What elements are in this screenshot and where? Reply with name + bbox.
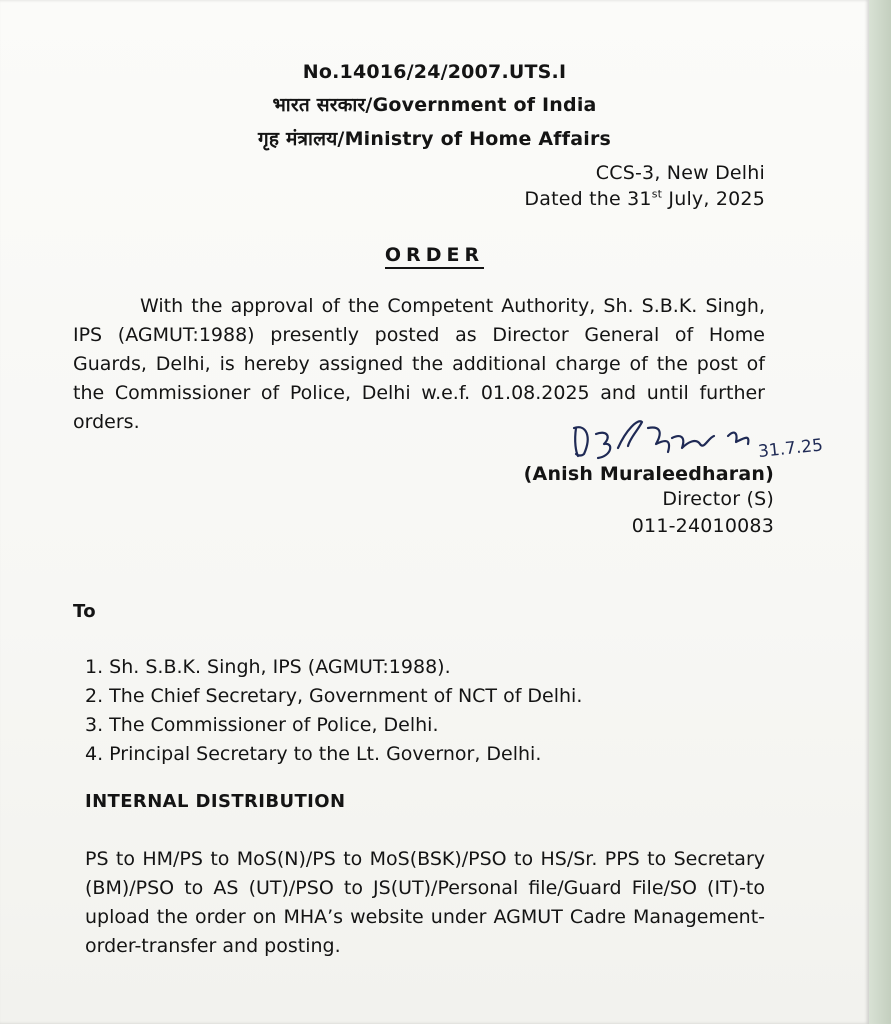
- file-number: No.14016/24/2007.UTS.I: [302, 61, 567, 83]
- list-item: 1. Sh. S.B.K. Singh, IPS (AGMUT:1988).: [85, 656, 451, 678]
- list-item: 3. The Commissioner of Police, Delhi.: [85, 714, 439, 736]
- signatory-name: (Anish Muraleedharan): [523, 463, 774, 485]
- internal-distribution-heading: INTERNAL DISTRIBUTION: [85, 791, 346, 812]
- page-edge: [869, 0, 891, 1024]
- internal-distribution-body: PS to HM/PS to MoS(N)/PS to MoS(BSK)/PSO to HS/Sr. PPS to Secretary (BM)/PSO to AS (UT)/PSO to JS(UT)/Personal file/Guard File/SO (IT)-to upload the order on MHA’s website under AGMUT Cadre Management-order-transfer and posting.: [85, 848, 765, 957]
- issue-place: CCS-3, New Delhi: [595, 162, 765, 184]
- issue-date: Dated the 31st July, 2025: [524, 187, 765, 210]
- signature-date: 31.7.25: [757, 435, 824, 463]
- order-title: ORDER: [0, 244, 869, 266]
- government-name: भारत सरकार/Government of India: [272, 94, 597, 116]
- signatory-designation: Director (S): [662, 488, 774, 510]
- signatory-phone: 011-24010083: [631, 515, 774, 537]
- ministry-name: गृह मंत्रालय/Ministry of Home Affairs: [257, 128, 612, 150]
- list-item: 2. The Chief Secretary, Government of NCT of Delhi.: [85, 685, 583, 707]
- order-body: With the approval of the Competent Authority, Sh. S.B.K. Singh, IPS (AGMUT:1988) presently posted as Director General of Home Guards, Delhi, is hereby assigned the additional charge of the post of the Commissioner of Police, Delhi w.e.f. 01.08.2025 and until further orders.: [73, 295, 765, 433]
- recipients-heading: To: [73, 601, 97, 622]
- list-item: 4. Principal Secretary to the Lt. Governor, Delhi.: [85, 743, 542, 765]
- recipients-list: [85, 653, 582, 769]
